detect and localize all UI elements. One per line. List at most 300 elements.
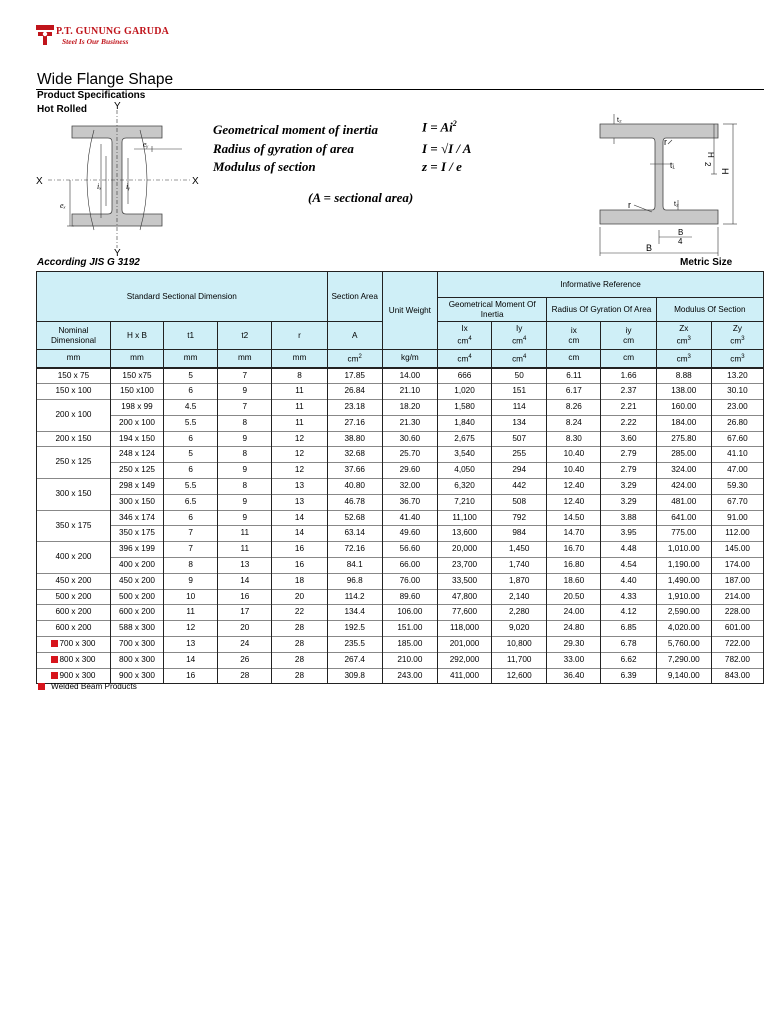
table-cell: 900 x 300 [110,668,163,684]
axis-section-diagram [34,100,214,260]
table-cell: 28 [272,652,327,668]
table-cell: 275.80 [656,431,711,447]
table-cell: 400 x 200 [110,558,163,574]
table-cell: 13.20 [711,368,763,384]
header-standard: Standard Sectional Dimension [37,272,328,322]
table-cell: 10,800 [492,637,547,653]
table-cell: 18 [272,573,327,589]
table-cell: 32.00 [382,479,437,495]
table-cell: 12 [164,621,218,637]
b-label: B [646,243,653,253]
header-a: A [327,322,382,350]
table-cell: 6.85 [601,621,656,637]
table-cell: 20 [218,621,272,637]
header-radius: Radius Of Gyration Of Area [547,298,656,322]
nominal-cell: 200 x 100 [37,400,111,432]
table-cell: 14.70 [547,526,601,542]
table-cell: 2.21 [601,400,656,416]
table-cell: 25.70 [382,447,437,463]
table-cell: 235.5 [327,637,382,653]
table-row [37,621,764,637]
specification-table [36,271,764,684]
table-cell: 20.50 [547,589,601,605]
table-cell: 5.5 [164,415,218,431]
unit-zy: $cm^3$ [711,350,763,368]
header-section-area: Section Area [327,272,382,322]
table-cell: 134.4 [327,605,382,621]
table-cell: 27.16 [327,415,382,431]
h-half-denominator: 2 [703,162,712,167]
table-cell: 29.30 [547,637,601,653]
table-cell: 8 [272,368,327,384]
r-bottom-label: r [628,200,631,210]
table-cell: 324.00 [656,463,711,479]
table-cell: 6 [164,510,218,526]
table-cell: 6.62 [601,652,656,668]
welded-marker-icon [51,656,58,663]
formula-gyration-label: Radius of gyration of area [213,141,354,156]
table-cell: 18.60 [547,573,601,589]
header-iy-radius: iy cm [601,322,656,350]
table-cell: 41.40 [382,510,437,526]
nominal-cell: 900 x 300 [37,668,111,684]
b-quarter-denominator: 4 [678,237,683,246]
header-unit-weight: Unit Weight [382,272,437,350]
table-cell: 36.40 [547,668,601,684]
header-hxb: H x B [110,322,163,350]
table-cell: 2,140 [492,589,547,605]
table-cell: 14 [218,573,272,589]
table-cell: 13,600 [437,526,491,542]
table-cell: 24 [218,637,272,653]
unit-r: mm [272,350,327,368]
table-cell: 52.68 [327,510,382,526]
table-cell: 192.5 [327,621,382,637]
subtitle-specifications: Product Specifications [37,90,146,101]
table-cell: 424.00 [656,479,711,495]
table-row [37,400,764,416]
table-row [37,652,764,668]
table-cell: 350 x 175 [110,526,163,542]
table-cell: 30.60 [382,431,437,447]
table-cell: 8 [218,415,272,431]
header-t2: t2 [218,322,272,350]
table-cell: 800 x 300 [110,652,163,668]
table-cell: 29.60 [382,463,437,479]
table-cell: 59.30 [711,479,763,495]
table-cell: 601.00 [711,621,763,637]
table-cell: 6 [164,384,218,400]
table-cell: 9 [218,510,272,526]
metric-size-label: Metric Size [680,257,733,268]
table-cell: 508 [492,494,547,510]
table-cell: 1.66 [601,368,656,384]
table-cell: 309.8 [327,668,382,684]
nominal-cell: 150 x 75 [37,368,111,384]
table-row [37,447,764,463]
table-cell: 298 x 149 [110,479,163,495]
table-cell: 1,580 [437,400,491,416]
table-cell: 134 [492,415,547,431]
table-cell: 26.84 [327,384,382,400]
table-cell: 5,760.00 [656,637,711,653]
table-cell: 7 [164,542,218,558]
table-cell: 72.16 [327,542,382,558]
table-cell: 21.30 [382,415,437,431]
table-cell: 984 [492,526,547,542]
table-cell: 9 [218,431,272,447]
table-cell: 285.00 [656,447,711,463]
h-half-label: H [706,152,715,158]
table-row [37,589,764,605]
table-cell: 792 [492,510,547,526]
b-quarter-numerator: B [678,228,684,237]
table-cell: 3.29 [601,494,656,510]
nominal-cell: 400 x 200 [37,542,111,574]
table-cell: 106.00 [382,605,437,621]
table-cell: 50 [492,368,547,384]
table-cell: 160.00 [656,400,711,416]
table-cell: 49.60 [382,526,437,542]
welded-marker-icon [51,672,58,679]
table-cell: 23.18 [327,400,382,416]
header-zy: Zy $cm^3$ [711,322,763,350]
ey-label: eᵧ [143,140,149,149]
table-cell: 1,870 [492,573,547,589]
table-cell: 114.2 [327,589,382,605]
table-cell: 36.70 [382,494,437,510]
table-cell: 151.00 [382,621,437,637]
table-cell: 7,210 [437,494,491,510]
iy-label: iᵧ [126,182,131,191]
unit-hxb: mm [110,350,163,368]
table-cell: 1,840 [437,415,491,431]
nominal-cell: 150 x 100 [37,384,111,400]
table-cell: 782.00 [711,652,763,668]
t2-top-label: t₂ [617,117,622,124]
unit-t2: mm [218,350,272,368]
table-cell: 17.85 [327,368,382,384]
table-cell: 9,140.00 [656,668,711,684]
table-row [37,573,764,589]
table-cell: 14 [272,510,327,526]
table-cell: 33,500 [437,573,491,589]
table-cell: 4,050 [437,463,491,479]
table-cell: 7 [218,368,272,384]
table-cell: 6 [164,463,218,479]
table-cell: 24.00 [547,605,601,621]
table-cell: 6.17 [547,384,601,400]
x-axis-right-label: X [192,176,199,187]
table-cell: 6.5 [164,494,218,510]
table-cell: 13 [272,494,327,510]
table-cell: 33.00 [547,652,601,668]
x-axis-left-label: X [36,176,43,187]
table-cell: 26 [218,652,272,668]
table-cell: 507 [492,431,547,447]
table-row [37,542,764,558]
ex-label: eₓ [60,201,66,210]
nominal-cell: 500 x 200 [37,589,111,605]
table-cell: 1,490.00 [656,573,711,589]
table-cell: 67.70 [711,494,763,510]
table-cell: 214.00 [711,589,763,605]
table-cell: 4.12 [601,605,656,621]
table-cell: 198 x 99 [110,400,163,416]
company-name: P.T. GUNUNG GARUDA [56,26,170,37]
table-cell: 138.00 [656,384,711,400]
table-cell: 30.10 [711,384,763,400]
table-cell: 11 [272,400,327,416]
table-cell: 8.88 [656,368,711,384]
unit-t1: mm [164,350,218,368]
unit-area: $cm^2$ [327,350,382,368]
table-cell: 4.5 [164,400,218,416]
table-cell: 151 [492,384,547,400]
formula-note: (A = sectional area) [308,190,414,205]
table-row [37,479,764,495]
nominal-cell: 600 x 200 [37,605,111,621]
table-cell: 641.00 [656,510,711,526]
table-cell: 12 [272,431,327,447]
table-cell: 6.78 [601,637,656,653]
table-cell: 184.00 [656,415,711,431]
table-cell: 14 [164,652,218,668]
table-cell: 1,740 [492,558,547,574]
table-cell: 2,675 [437,431,491,447]
t1-label: t₁ [670,161,675,170]
nominal-cell: 600 x 200 [37,621,111,637]
unit-weight: kg/m [382,350,437,368]
table-cell: 24.80 [547,621,601,637]
nominal-cell: 800 x 300 [37,652,111,668]
table-cell: 228.00 [711,605,763,621]
table-cell: 2,280 [492,605,547,621]
table-cell: 185.00 [382,637,437,653]
table-cell: 10 [164,589,218,605]
dimension-diagram [592,110,742,260]
table-cell: 47.00 [711,463,763,479]
table-cell: 11,100 [437,510,491,526]
table-cell: 9 [218,494,272,510]
header-ix-radius: ix cm [547,322,601,350]
table-cell: 84.1 [327,558,382,574]
table-cell: 722.00 [711,637,763,653]
table-cell: 12 [272,447,327,463]
header-zx: Zx $cm^3$ [656,322,711,350]
table-cell: 9 [164,573,218,589]
table-cell: 38.80 [327,431,382,447]
table-cell: 2.22 [601,415,656,431]
table-cell: 442 [492,479,547,495]
table-cell: 1,010.00 [656,542,711,558]
table-cell: 300 x 150 [110,494,163,510]
table-cell: 1,450 [492,542,547,558]
table-row [37,510,764,526]
table-cell: 588 x 300 [110,621,163,637]
table-body [37,368,764,684]
y-axis-top-label: Y [114,101,121,112]
table-row [37,494,764,510]
table-cell: 66.00 [382,558,437,574]
formula-inertia-label: Geometrical moment of inertia [213,122,379,137]
table-cell: 4.48 [601,542,656,558]
table-cell: 150 x75 [110,368,163,384]
table-cell: 13 [218,558,272,574]
table-cell: 112.00 [711,526,763,542]
table-cell: 11 [164,605,218,621]
unit-ix: $cm^4$ [437,350,491,368]
table-cell: 41.10 [711,447,763,463]
ix-label: iₓ [97,182,102,191]
legend-text: Welded Beam Products [51,682,137,691]
table-cell: 294 [492,463,547,479]
table-cell: 37.66 [327,463,382,479]
table-cell: 7,290.00 [656,652,711,668]
table-cell: 8.26 [547,400,601,416]
table-cell: 3,540 [437,447,491,463]
nominal-cell: 200 x 150 [37,431,111,447]
table-cell: 292,000 [437,652,491,668]
table-cell: 17 [218,605,272,621]
table-cell: 5.5 [164,479,218,495]
t2-bottom-label: t₂ [674,201,679,208]
table-cell: 775.00 [656,526,711,542]
table-cell: 1,910.00 [656,589,711,605]
unit-iy: $cm^4$ [492,350,547,368]
header-nominal: Nominal Dimensional [37,322,111,350]
header-iy: Iy $cm^4$ [492,322,547,350]
table-cell: 10.40 [547,463,601,479]
table-cell: 76.00 [382,573,437,589]
unit-iy-radius: cm [601,350,656,368]
table-cell: 666 [437,368,491,384]
table-cell: 4.54 [601,558,656,574]
table-cell: 9 [218,384,272,400]
nominal-cell: 250 x 125 [37,447,111,479]
table-cell: 396 x 199 [110,542,163,558]
table-cell: 20 [272,589,327,605]
table-cell: 3.88 [601,510,656,526]
table-cell: 8 [164,558,218,574]
welded-marker-icon [38,683,45,690]
table-cell: 481.00 [656,494,711,510]
formula-gyration-eq: I = √I / A [422,141,472,156]
table-cell: 2,590.00 [656,605,711,621]
table-cell: 4,020.00 [656,621,711,637]
table-row [37,668,764,684]
table-cell: 9,020 [492,621,547,637]
table-cell: 28 [272,637,327,653]
table-cell: 89.60 [382,589,437,605]
header-modulus: Modulus Of Section [656,298,763,322]
header-informative: Informative Reference [437,272,763,298]
garuda-logo-icon [36,25,54,47]
y-axis-bottom-label: Y [114,248,121,259]
company-tagline: Steel Is Our Business [62,37,129,46]
header-r: r [272,322,327,350]
table-cell: 700 x 300 [110,637,163,653]
unit-nominal: mm [37,350,111,368]
table-cell: 21.10 [382,384,437,400]
nominal-cell: 700 x 300 [37,637,111,653]
table-cell: 12,600 [492,668,547,684]
table-cell: 11 [272,415,327,431]
table-cell: 46.78 [327,494,382,510]
table-cell: 12.40 [547,494,601,510]
table-cell: 14 [272,526,327,542]
table-cell: 248 x 124 [110,447,163,463]
table-cell: 4.33 [601,589,656,605]
table-cell: 16 [218,589,272,605]
table-cell: 1,020 [437,384,491,400]
table-cell: 11 [218,542,272,558]
table-cell: 8 [218,479,272,495]
nominal-cell: 350 x 175 [37,510,111,542]
table-cell: 8.24 [547,415,601,431]
table-cell: 187.00 [711,573,763,589]
formula-inertia-eq: $I = Ai^2$ [422,119,457,135]
table-cell: 145.00 [711,542,763,558]
table-cell: 16 [272,558,327,574]
table-cell: 6,320 [437,479,491,495]
formula-modulus-eq: z = I / e [422,159,462,174]
table-cell: 6 [164,431,218,447]
r-top-label: r [664,137,667,147]
table-cell: 118,000 [437,621,491,637]
table-cell: 40.80 [327,479,382,495]
table-cell: 63.14 [327,526,382,542]
table-cell: 91.00 [711,510,763,526]
table-row [37,463,764,479]
table-cell: 194 x 150 [110,431,163,447]
table-cell: 3.29 [601,479,656,495]
table-cell: 11 [272,384,327,400]
table-cell: 28 [272,621,327,637]
table-cell: 16.80 [547,558,601,574]
unit-ix-radius: cm [547,350,601,368]
unit-zx: $cm^3$ [656,350,711,368]
legend [38,682,137,691]
table-cell: 26.80 [711,415,763,431]
table-cell: 12 [272,463,327,479]
h-total-label: H [720,168,730,175]
table-cell: 47,800 [437,589,491,605]
table-cell: 23.00 [711,400,763,416]
table-cell: 14.00 [382,368,437,384]
table-cell: 20,000 [437,542,491,558]
table-cell: 243.00 [382,668,437,684]
table-cell: 2.79 [601,447,656,463]
nominal-cell: 450 x 200 [37,573,111,589]
table-cell: 411,000 [437,668,491,684]
subtitle-hot-rolled: Hot Rolled [37,104,87,115]
table-cell: 7 [164,526,218,542]
table-cell: 210.00 [382,652,437,668]
table-row [37,384,764,400]
table-cell: 250 x 125 [110,463,163,479]
table-cell: 13 [164,637,218,653]
table-cell: 450 x 200 [110,573,163,589]
table-cell: 16 [272,542,327,558]
table-cell: 600 x 200 [110,605,163,621]
table-cell: 12.40 [547,479,601,495]
table-row [37,526,764,542]
table-header [37,272,764,368]
table-cell: 3.60 [601,431,656,447]
table-cell: 9 [218,463,272,479]
table-cell: 6.11 [547,368,601,384]
